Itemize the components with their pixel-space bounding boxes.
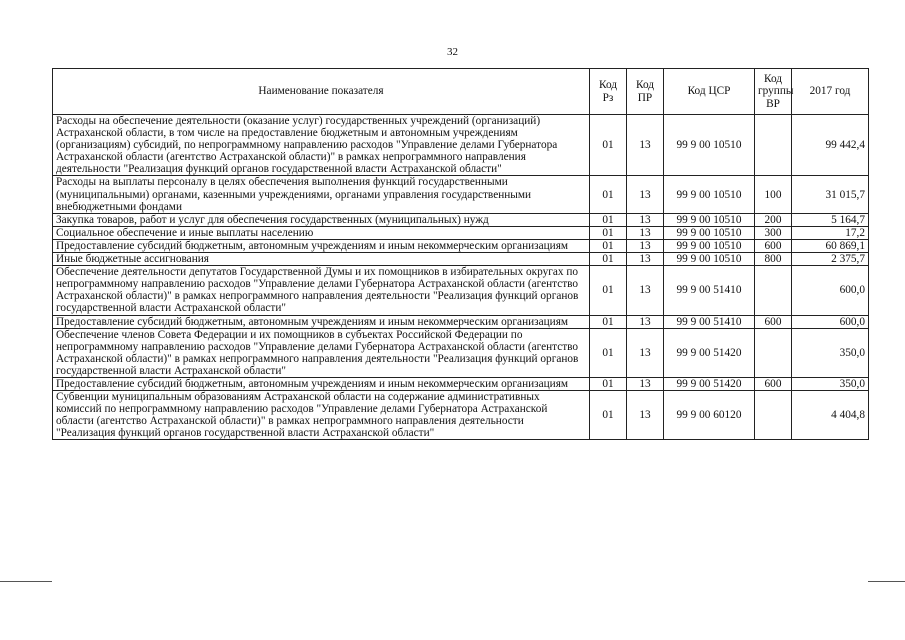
row-csr: 99 9 00 10510 <box>664 213 755 226</box>
row-name: Предоставление субсидий бюджетным, автономным учреждениям и иным некоммерческим организациям <box>53 377 590 390</box>
row-vr: 100 <box>755 176 792 213</box>
page-rule-left <box>0 581 52 582</box>
budget-table <box>52 68 869 440</box>
row-pr: 13 <box>627 377 664 390</box>
row-pr: 13 <box>627 328 664 377</box>
row-vr <box>755 391 792 440</box>
row-name: Обеспечение деятельности депутатов Государственной Думы и их помощников в избирательных округах по непрограммному направлению расходов "Управление делами Губернатора Астраханской области (агентство Астраханской области)" в рамках непрограммного направления деятельности "Реализация функций органов государственной власти Астраханской области" <box>53 266 590 315</box>
row-pr: 13 <box>627 115 664 176</box>
row-csr: 99 9 00 10510 <box>664 239 755 252</box>
row-csr: 99 9 00 10510 <box>664 115 755 176</box>
page-number: 32 <box>447 46 458 58</box>
row-amount: 600,0 <box>792 315 869 328</box>
row-pr: 13 <box>627 239 664 252</box>
row-vr <box>755 266 792 315</box>
row-vr: 300 <box>755 226 792 239</box>
row-amount: 350,0 <box>792 328 869 377</box>
row-amount: 5 164,7 <box>792 213 869 226</box>
row-pr: 13 <box>627 213 664 226</box>
table-row <box>53 266 869 315</box>
row-rz: 01 <box>590 253 627 266</box>
row-pr: 13 <box>627 266 664 315</box>
row-vr: 600 <box>755 377 792 390</box>
row-rz: 01 <box>590 115 627 176</box>
row-csr: 99 9 00 51420 <box>664 377 755 390</box>
header-pr: Код ПР <box>627 69 664 115</box>
row-amount: 4 404,8 <box>792 391 869 440</box>
table-header-row <box>53 69 869 115</box>
row-rz: 01 <box>590 328 627 377</box>
row-vr: 600 <box>755 239 792 252</box>
row-pr: 13 <box>627 391 664 440</box>
row-vr: 200 <box>755 213 792 226</box>
header-csr: Код ЦСР <box>664 69 755 115</box>
row-amount: 31 015,7 <box>792 176 869 213</box>
row-pr: 13 <box>627 226 664 239</box>
row-name: Иные бюджетные ассигнования <box>53 253 590 266</box>
row-amount: 17,2 <box>792 226 869 239</box>
row-rz: 01 <box>590 391 627 440</box>
row-name: Социальное обеспечение и иные выплаты населению <box>53 226 590 239</box>
row-csr: 99 9 00 10510 <box>664 226 755 239</box>
row-amount: 600,0 <box>792 266 869 315</box>
row-csr: 99 9 00 60120 <box>664 391 755 440</box>
header-rz: Код Рз <box>590 69 627 115</box>
header-vr: Код группы ВР <box>755 69 792 115</box>
row-name: Предоставление субсидий бюджетным, автономным учреждениям и иным некоммерческим организациям <box>53 315 590 328</box>
row-vr <box>755 115 792 176</box>
table-row <box>53 328 869 377</box>
header-name: Наименование показателя <box>53 69 590 115</box>
row-rz: 01 <box>590 266 627 315</box>
row-amount: 99 442,4 <box>792 115 869 176</box>
row-csr: 99 9 00 10510 <box>664 176 755 213</box>
row-name: Обеспечение членов Совета Федерации и их помощников в субъектах Российской Федерации по непрограммному направлению расходов "Управление делами Губернатора Астраханской области (агентство Астраханской области)" в рамках непрограммного направления деятельности "Реализация функций органов государственной власти Астраханской области" <box>53 328 590 377</box>
row-vr <box>755 328 792 377</box>
row-vr: 800 <box>755 253 792 266</box>
header-year: 2017 год <box>792 69 869 115</box>
table-row <box>53 391 869 440</box>
page-rule-right <box>868 581 905 582</box>
row-rz: 01 <box>590 315 627 328</box>
row-rz: 01 <box>590 226 627 239</box>
row-pr: 13 <box>627 176 664 213</box>
table-row <box>53 253 869 266</box>
table-row <box>53 239 869 252</box>
table-row <box>53 377 869 390</box>
row-rz: 01 <box>590 239 627 252</box>
row-name: Расходы на выплаты персоналу в целях обеспечения выполнения функций государственными (муниципальными) органами, казенными учреждениями, органами управления государственными внебюджетными фондами <box>53 176 590 213</box>
row-name: Закупка товаров, работ и услуг для обеспечения государственных (муниципальных) нужд <box>53 213 590 226</box>
table-row <box>53 176 869 213</box>
row-vr: 600 <box>755 315 792 328</box>
table-row <box>53 115 869 176</box>
table-row <box>53 213 869 226</box>
row-csr: 99 9 00 51410 <box>664 315 755 328</box>
table-row <box>53 226 869 239</box>
row-rz: 01 <box>590 176 627 213</box>
row-pr: 13 <box>627 315 664 328</box>
row-rz: 01 <box>590 377 627 390</box>
row-rz: 01 <box>590 213 627 226</box>
table-row <box>53 315 869 328</box>
row-csr: 99 9 00 51410 <box>664 266 755 315</box>
row-name: Субвенции муниципальным образованиям Астраханской области на содержание административных комиссий по непрограммному направлению расходов "Управление делами Губернатора Астраханской области (агентство Астраханской области)" в рамках непрограммного направления деятельности "Реализация функций органов государственной власти Астраханской области" <box>53 391 590 440</box>
row-csr: 99 9 00 51420 <box>664 328 755 377</box>
row-name: Предоставление субсидий бюджетным, автономным учреждениям и иным некоммерческим организациям <box>53 239 590 252</box>
row-amount: 350,0 <box>792 377 869 390</box>
row-amount: 60 869,1 <box>792 239 869 252</box>
row-csr: 99 9 00 10510 <box>664 253 755 266</box>
row-name: Расходы на обеспечение деятельности (оказание услуг) государственных учреждений (организаций) Астраханской области, в том числе на предоставление бюджетным и автономным учреждениям (организациям) субсидий, по непрограммному направлению расходов "Управление делами Губернатора Астраханской области (агентство Астраханской области)" в рамках непрограммного направления деятельности "Реализация функций органов государственной власти Астраханской области" <box>53 115 590 176</box>
row-pr: 13 <box>627 253 664 266</box>
row-amount: 2 375,7 <box>792 253 869 266</box>
